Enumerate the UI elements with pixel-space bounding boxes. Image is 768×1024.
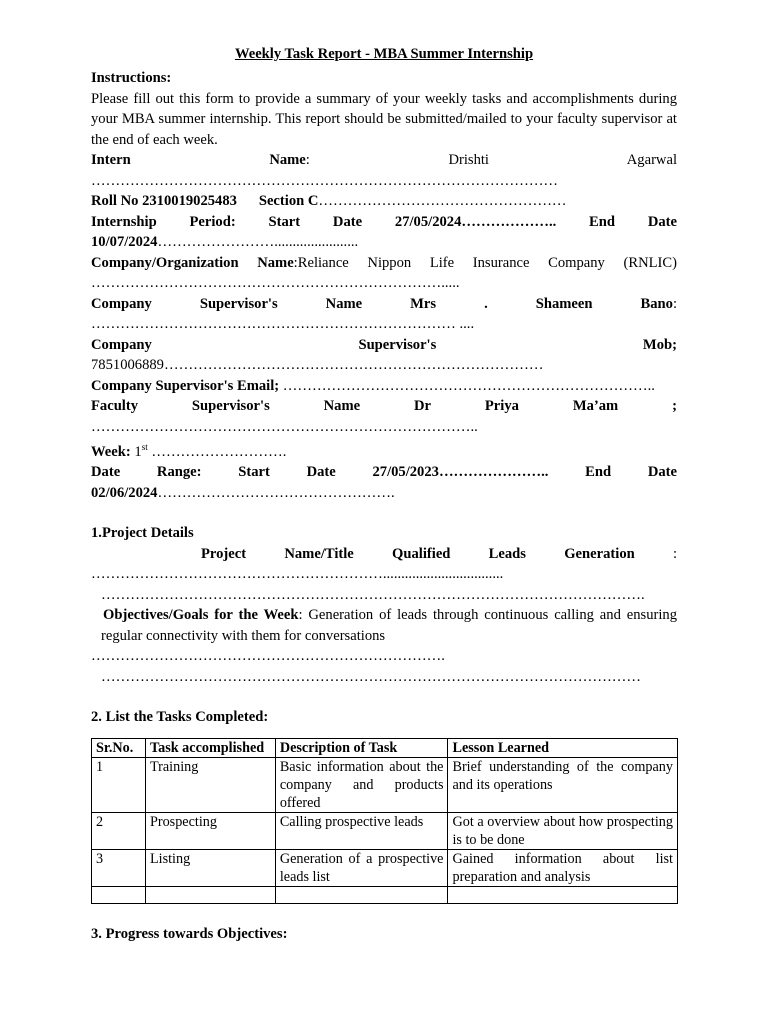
period-word-internship: Internship — [91, 213, 157, 230]
mob-word-company: Company — [91, 336, 152, 353]
intern-name-line — [91, 150, 677, 171]
table-row — [92, 757, 678, 812]
dr-word-range: Range: — [156, 464, 202, 481]
cell-srno: 1 — [92, 757, 146, 812]
dr-word-date2: Date — [306, 464, 336, 481]
cell-lesson: Brief understanding of the company and its operations — [448, 757, 678, 812]
dr-word-end: End — [585, 464, 612, 481]
cell-task: Listing — [145, 849, 275, 886]
col-header-srno: Sr.No. — [92, 738, 146, 757]
table-header-row — [92, 738, 678, 757]
period-end-dots: ……………………....................... — [157, 234, 359, 250]
period-word-date2: Date — [647, 213, 677, 230]
week-suffix: st — [141, 442, 148, 452]
sup-word-name: Name — [325, 295, 363, 312]
week-number: 1 — [130, 443, 142, 460]
intern-first-name: Drishti — [448, 152, 489, 168]
company-label: Company/Organization Name — [91, 254, 294, 271]
company-line — [91, 253, 677, 274]
sup-word-dot: . — [484, 295, 488, 312]
sup-first-name: Shameen — [535, 295, 593, 312]
email-label: Company Supervisor's Email; — [91, 377, 280, 394]
week-dots: ………………………. — [147, 443, 287, 460]
cell-lesson: Got a overview about how prospecting is to be done — [448, 812, 678, 849]
table-row — [92, 812, 678, 849]
cell-task: Prospecting — [145, 812, 275, 849]
company-dots: ………………………………………………………………..... — [91, 275, 460, 291]
supervisor-mob-line — [91, 335, 677, 356]
fac-first-name: Priya — [484, 398, 519, 414]
sup-word-supervisors: Supervisor's — [199, 295, 278, 312]
week-label: Week: — [91, 443, 131, 460]
supervisor-name-line — [91, 294, 677, 315]
supervisor-name-dots: ………………………………………………………………… .... — [91, 316, 475, 332]
date-range-end-line — [91, 483, 677, 504]
date-range-line — [91, 462, 677, 483]
fac-separator: ; — [672, 398, 677, 414]
report-title: Weekly Task Report - MBA Summer Internship — [234, 46, 534, 62]
table-row — [92, 849, 678, 886]
proj-word-generation: Generation — [564, 545, 635, 562]
sup-word-mrs: Mrs — [410, 295, 437, 312]
company-value: :Reliance Nippon Life Insurance Company (RNLIC) — [293, 254, 677, 271]
sup-name-separator: : — [672, 295, 678, 312]
cell-lesson: Gained information about list preparation and analysis — [448, 849, 678, 886]
objectives-dots-2: ………………………………………………………………………………………………… — [101, 668, 641, 685]
dr-end-date: 02/06/2024 — [91, 484, 158, 501]
email-dots: ………………………………………………………………….. — [279, 377, 655, 394]
faculty-dots: …………………………………………………………………….. — [91, 418, 478, 435]
fac-title: Dr — [413, 398, 432, 414]
name-separator: : — [305, 152, 310, 168]
section: Section C — [258, 193, 319, 209]
col-header-lesson: Lesson Learned — [448, 738, 678, 757]
table-row-empty — [92, 886, 678, 903]
objectives-text: : Generation of leads through continuous calling and ensuring regular connectivity with them for conversations — [101, 607, 677, 644]
cell-srno: 3 — [92, 849, 146, 886]
roll-line — [91, 191, 677, 212]
dr-start-date: 27/05/2023………………….. — [372, 464, 549, 481]
period-word-date: Date — [332, 213, 363, 230]
cell-task: Training — [145, 757, 275, 812]
document-page — [91, 44, 677, 944]
cell-srno: 2 — [92, 812, 146, 849]
internship-period-line — [91, 212, 677, 233]
project-dots-2: …………………………………………………………………………………………………. — [101, 586, 645, 603]
dr-word-start: Start — [238, 464, 270, 481]
faculty-supervisor-line — [91, 396, 677, 417]
period-word-end: End — [589, 213, 616, 230]
fac-word-faculty: Faculty — [91, 398, 139, 414]
proj-word-qualified: Qualified — [392, 545, 451, 562]
supervisor-mob-value: 7851006889…………………………………………………………………… — [91, 357, 544, 373]
period-word-period: Period: — [189, 213, 236, 230]
objectives-paragraph — [91, 605, 677, 646]
cell-description: Generation of a prospective leads list — [275, 849, 448, 886]
cell-description: Calling prospective leads — [275, 812, 448, 849]
col-header-description: Description of Task — [275, 738, 448, 757]
fac-word-name: Name — [323, 398, 361, 414]
tasks-table — [91, 738, 678, 904]
fac-honorific: Ma’am — [572, 398, 619, 414]
objectives-dots-1: ………………………………………………………………. — [91, 648, 445, 665]
instructions-text: Please fill out this form to provide a summary of your weekly tasks and accomplishments during your MBA summer internship. This report should be submitted/mailed to your faculty supervisor at the end of each week. — [91, 90, 677, 148]
name-label: Name — [269, 152, 306, 168]
intern-last-name: Agarwal — [626, 152, 677, 168]
supervisor-email-line — [91, 376, 677, 397]
period-word-start: Start — [268, 213, 301, 230]
col-header-task: Task accomplished — [145, 738, 275, 757]
objectives-label: Objectives/Goals for the Week — [103, 607, 299, 624]
intern-name-label-group — [269, 152, 310, 168]
fac-word-supervisors: Supervisor's — [191, 398, 270, 414]
sup-word-company: Company — [91, 295, 152, 312]
period-start-date: 27/05/2024……………….. — [394, 213, 557, 230]
week-line — [91, 437, 677, 462]
project-dots-1: ……………………………………………………................................. — [91, 566, 504, 583]
dr-end-dots: …………………………………………. — [157, 484, 395, 501]
proj-word-leads: Leads — [488, 545, 526, 562]
tasks-heading: 2. List the Tasks Completed: — [91, 709, 269, 726]
proj-word-project: Project — [201, 545, 247, 562]
period-end-date: 10/07/2024 — [91, 234, 158, 250]
intern-label: Intern — [91, 152, 131, 168]
mob-label: Mob; — [642, 336, 677, 353]
internship-end-line — [91, 232, 677, 253]
roll-number: Roll No 2310019025483 — [91, 193, 237, 209]
sup-last-name: Bano — [640, 295, 673, 312]
proj-word-name-title: Name/Title — [284, 545, 354, 562]
cell-description: Basic information about the company and products offered — [275, 757, 448, 812]
progress-heading: 3. Progress towards Objectives: — [91, 925, 288, 942]
dr-word-date3: Date — [647, 464, 677, 481]
proj-separator: : — [672, 545, 678, 562]
roll-dots: …………………………………………… — [318, 193, 567, 209]
project-name-line — [91, 544, 677, 565]
intern-dots: …………………………………………………………………………………… — [91, 172, 558, 189]
mob-word-supervisors: Supervisor's — [358, 336, 437, 353]
instructions-heading: Instructions: — [91, 70, 172, 86]
dr-word-date: Date — [91, 464, 121, 481]
project-heading: 1.Project Details — [91, 525, 194, 542]
